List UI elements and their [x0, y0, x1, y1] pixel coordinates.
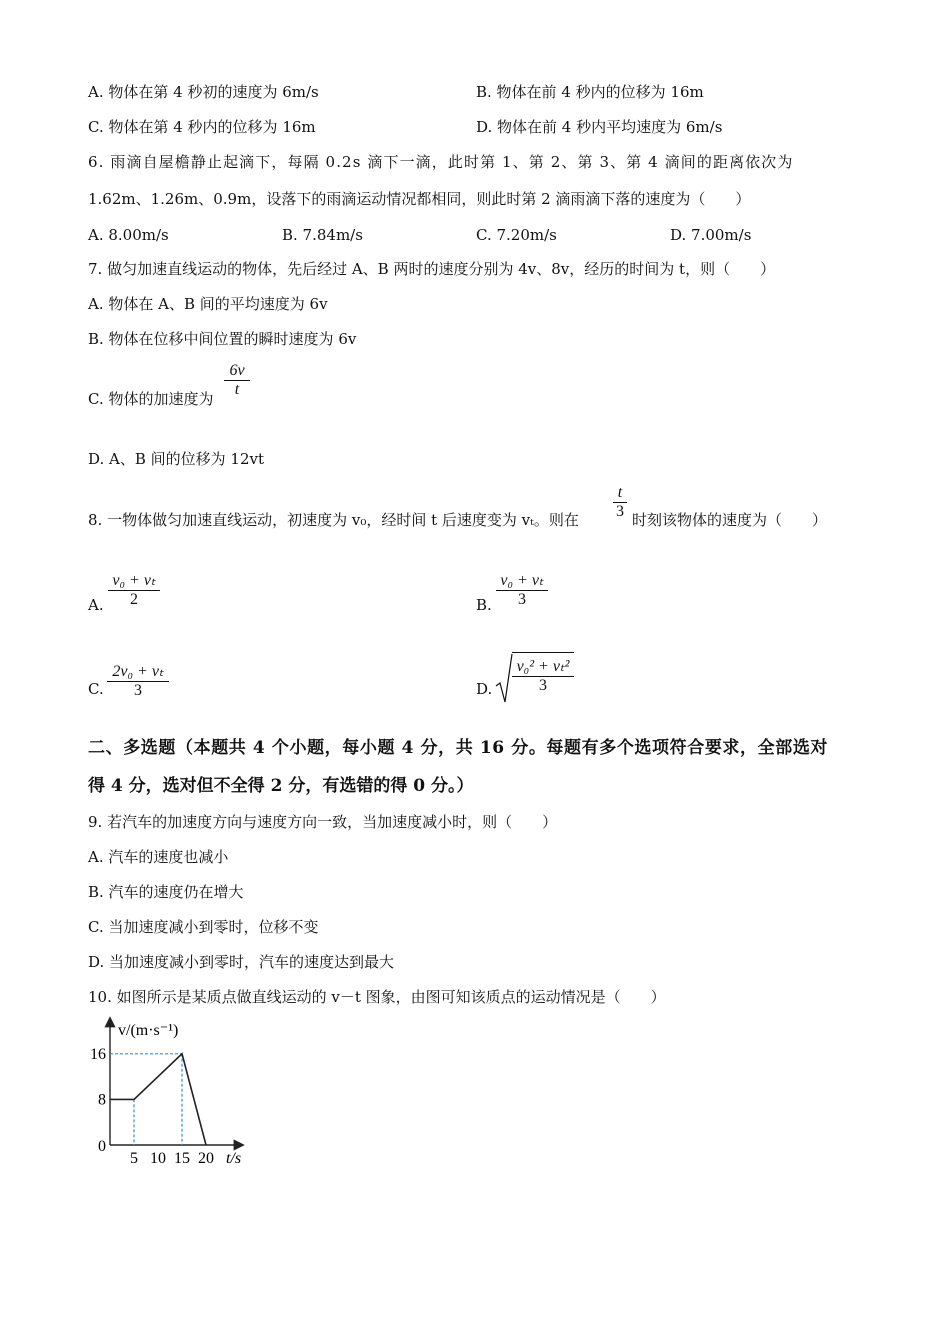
sqrt-sign-icon — [494, 652, 514, 704]
fraction-numerator: v₀ + vₜ — [500, 572, 544, 589]
q8-option-b-fraction — [496, 570, 548, 609]
x-tick-label: 10 — [150, 1150, 166, 1167]
q9-option-a: A. 汽车的速度也减小 — [88, 848, 229, 866]
q8-time-fraction — [613, 484, 627, 521]
q7-option-d: D. A、B 间的位移为 12vt — [88, 450, 265, 468]
fraction-numerator: 2v₀ + vₜ — [112, 663, 164, 680]
x-tick-label: 5 — [130, 1150, 138, 1167]
fraction-numerator: t — [617, 484, 623, 501]
q8-option-a-label: A. — [88, 596, 104, 614]
q9-option-d: D. 当加速度减小到零时，汽车的速度达到最大 — [88, 953, 395, 971]
x-axis-label: t/s — [226, 1150, 242, 1167]
sqrt-overline — [512, 652, 574, 653]
fraction-denominator: 3 — [616, 503, 624, 520]
fraction-numerator: v₀ + vₜ — [112, 572, 156, 589]
q5-option-b: B. 物体在前 4 秒内的位移为 16m — [476, 83, 704, 101]
q8-option-c-fraction — [107, 661, 169, 700]
y-tick-label: 16 — [90, 1045, 106, 1063]
fraction-denominator: 2 — [130, 591, 138, 608]
q6-option-b: B. 7.84m/s — [282, 226, 363, 244]
q7-stem: 7. 做匀加速直线运动的物体，先后经过 A、B 两时的速度分别为 4v、8v，经历的时间为 t，则（ ） — [88, 260, 776, 278]
fraction-denominator: 3 — [539, 677, 547, 694]
q8-stem-pre: 8. 一物体做匀加速直线运动，初速度为 v₀，经时间 t 后速度变为 vₜ。则在 — [88, 511, 579, 529]
q5-option-a: A. 物体在第 4 秒初的速度为 6m/s — [88, 83, 319, 101]
q6-option-c: C. 7.20m/s — [476, 226, 557, 244]
q7-option-c: C. 物体的加速度为 — [88, 390, 214, 408]
q8-option-d-fraction — [512, 656, 574, 695]
q6-stem-line2: 1.62m、1.26m、0.9m，设落下的雨滴运动情况都相同，则此时第 2 滴雨滴下落的速度为（ ） — [88, 190, 751, 208]
q7-option-a: A. 物体在 A、B 间的平均速度为 6v — [88, 295, 328, 313]
q8-option-a-fraction — [108, 570, 160, 609]
q5-option-d: D. 物体在前 4 秒内平均速度为 6m/s — [476, 118, 723, 136]
q9-option-c: C. 当加速度减小到零时，位移不变 — [88, 918, 319, 936]
q9-option-b: B. 汽车的速度仍在增大 — [88, 883, 244, 901]
section2-title-line1: 二、多选题（本题共 4 个小题，每小题 4 分，共 16 分。每题有多个选项符合要求，全部选对 — [88, 738, 829, 758]
q8-option-d-label: D. — [476, 680, 493, 698]
y-tick-label: 8 — [98, 1091, 106, 1109]
q6-option-a: A. 8.00m/s — [88, 226, 169, 244]
section2-title-line2: 得 4 分，选对但不全得 2 分，有选错的得 0 分。） — [88, 776, 474, 796]
q8-option-b-label: B. — [476, 596, 492, 614]
fraction-numerator: 6v — [229, 362, 245, 379]
series-line — [110, 1054, 206, 1145]
q6-option-d: D. 7.00m/s — [670, 226, 752, 244]
x-tick-label: 15 — [174, 1150, 190, 1167]
q5-option-c: C. 物体在第 4 秒内的位移为 16m — [88, 118, 316, 136]
origin-label: 0 — [98, 1138, 106, 1155]
y-axis-label: v/(m·s⁻¹) — [118, 1022, 179, 1039]
fraction-denominator: t — [234, 381, 240, 398]
q8-stem-post: 时刻该物体的速度为（ ） — [632, 511, 828, 529]
fraction-denominator: 3 — [518, 591, 526, 608]
fraction-numerator: v₀² + vₜ² — [516, 658, 570, 675]
q7-option-b: B. 物体在位移中间位置的瞬时速度为 6v — [88, 330, 357, 348]
fraction-denominator: 3 — [134, 682, 142, 699]
vt-graph — [80, 1015, 270, 1175]
q9-stem: 9. 若汽车的加速度方向与速度方向一致，当加速度减小时，则（ ） — [88, 813, 558, 831]
q10-stem: 10. 如图所示是某质点做直线运动的 v－t 图象，由图可知该质点的运动情况是（ ） — [88, 988, 666, 1006]
x-tick-label: 20 — [198, 1150, 214, 1167]
q8-option-c-label: C. — [88, 680, 104, 698]
q7-option-c-fraction — [224, 362, 250, 399]
q6-stem-line1: 6. 雨滴自屋檐静止起滴下，每隔 0.2s 滴下一滴，此时第 1、第 2、第 3、第 4 滴间的距离依次为 — [88, 153, 794, 171]
